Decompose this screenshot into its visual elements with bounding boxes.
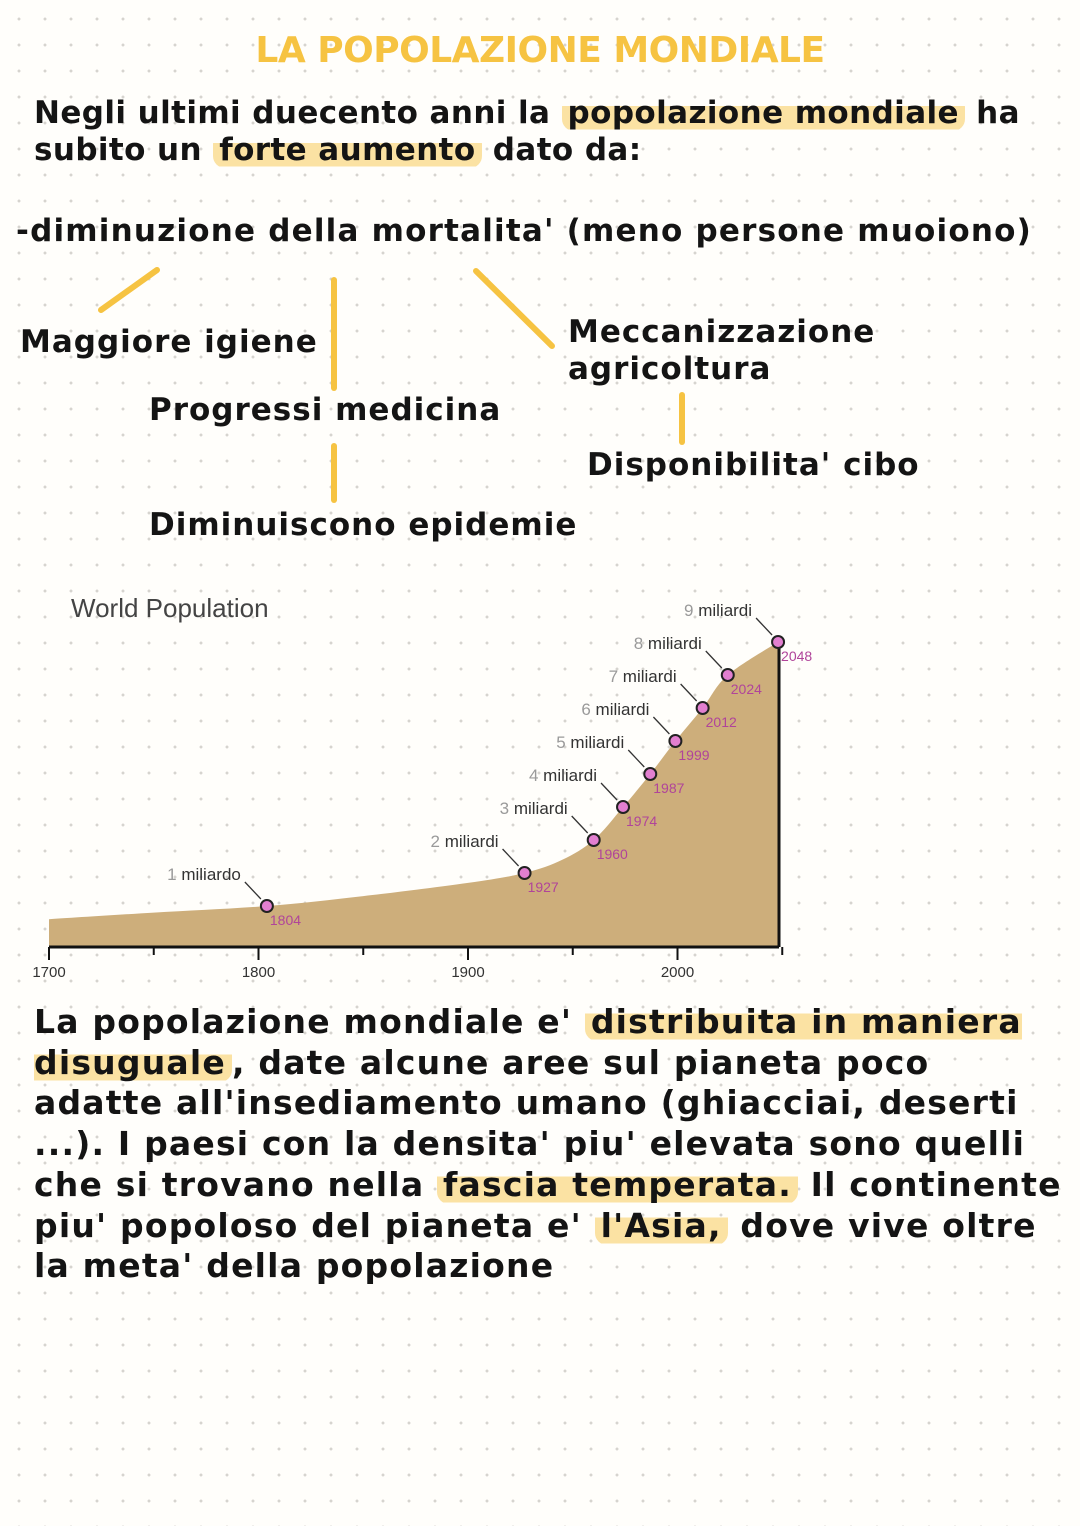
milestone-marker <box>588 834 600 846</box>
node-epidemics: Diminuiscono epidemie <box>149 507 578 543</box>
chart-title: World Population <box>71 593 269 623</box>
node-food: Disponibilita' cibo <box>587 447 920 483</box>
milestone-leader <box>572 816 588 833</box>
connector-mechanization <box>476 271 552 346</box>
milestone-year: 2012 <box>705 714 737 730</box>
x-axis-ticks <box>32 947 782 981</box>
para-highlight-temperata: fascia temperata. <box>437 1165 798 1204</box>
para-part2: , date alcune aree sul pianeta poco adatte all'insediamento umano (ghiacciai, deserti ...). I paesi con la densita' piu' elevata sono quelli che si trovano nella <box>34 1042 1026 1204</box>
milestone-label: 5 miliardi <box>556 733 625 752</box>
distribution-paragraph <box>34 1002 1064 1287</box>
milestone-leader <box>681 684 697 701</box>
milestone-label: 7 miliardi <box>608 667 677 686</box>
milestone-leader <box>245 882 261 899</box>
para-highlight-disuguale: distribuita in maniera disuguale <box>34 1002 1022 1082</box>
x-tick-label: 1800 <box>241 964 276 981</box>
milestone-year: 1999 <box>678 747 710 763</box>
para-part1: La popolazione mondiale e' <box>34 1002 585 1041</box>
x-tick-label: 1700 <box>32 964 66 981</box>
milestone-marker <box>644 768 656 780</box>
milestone-marker <box>772 636 784 648</box>
milestone-marker <box>261 900 273 912</box>
population-chart <box>20 580 813 990</box>
x-tick-label: 1900 <box>451 964 485 981</box>
node-hygiene: Maggiore igiene <box>20 324 318 360</box>
para-highlight-asia: l'Asia, <box>595 1206 728 1245</box>
milestone-marker <box>697 702 709 714</box>
milestone-year: 1927 <box>527 879 559 895</box>
para-part3: Il continente piu' popoloso del pianeta e' <box>34 1164 1062 1245</box>
milestone-leader <box>706 651 722 668</box>
milestone-leader <box>653 717 669 734</box>
milestone-marker <box>722 669 734 681</box>
milestone-leader <box>601 783 617 800</box>
intro-part3: dato da: <box>481 132 642 168</box>
milestone-marker <box>617 801 629 813</box>
milestone-label: 4 miliardi <box>528 766 598 785</box>
para-part4: dove vive oltre la meta' della popolazione <box>34 1205 1037 1286</box>
milestone-label: 2 miliardi <box>430 832 499 851</box>
milestone-label: 9 miliardi <box>684 601 753 620</box>
main-cause: -diminuzione della mortalita' (meno persone muoiono) <box>16 213 1032 249</box>
milestone-label: 6 miliardi <box>581 700 650 719</box>
milestone-leader <box>503 849 519 866</box>
intro-part2: ha subito un <box>34 95 1020 168</box>
milestone-leader <box>628 750 644 767</box>
milestone-year: 1974 <box>626 813 658 829</box>
milestone-label: 1 miliardo <box>167 865 241 884</box>
intro-highlight-popolazione: popolazione mondiale <box>562 95 965 131</box>
milestone-label: 3 miliardi <box>499 799 568 818</box>
milestone-marker <box>519 867 531 879</box>
node-mechanization: Meccanizzazione agricoltura <box>568 314 876 387</box>
milestone-year: 1804 <box>269 912 302 928</box>
milestone-year: 2024 <box>730 681 762 697</box>
connector-hygiene <box>101 270 157 310</box>
node-medicine: Progressi medicina <box>149 392 502 428</box>
page-title: LA POPOLAZIONE MONDIALE <box>255 30 825 71</box>
intro-part1: Negli ultimi duecento anni la <box>34 95 562 131</box>
milestone-year: 1960 <box>596 846 628 862</box>
milestone-leader <box>756 618 772 635</box>
milestone-year: 2048 <box>781 648 813 664</box>
milestone-marker <box>669 735 681 747</box>
intro-highlight-aumento: forte aumento <box>213 132 481 168</box>
x-tick-label: 2000 <box>660 964 695 981</box>
milestone <box>684 601 812 664</box>
milestone-year: 1987 <box>653 780 685 796</box>
milestone-label: 8 miliardi <box>633 634 702 653</box>
